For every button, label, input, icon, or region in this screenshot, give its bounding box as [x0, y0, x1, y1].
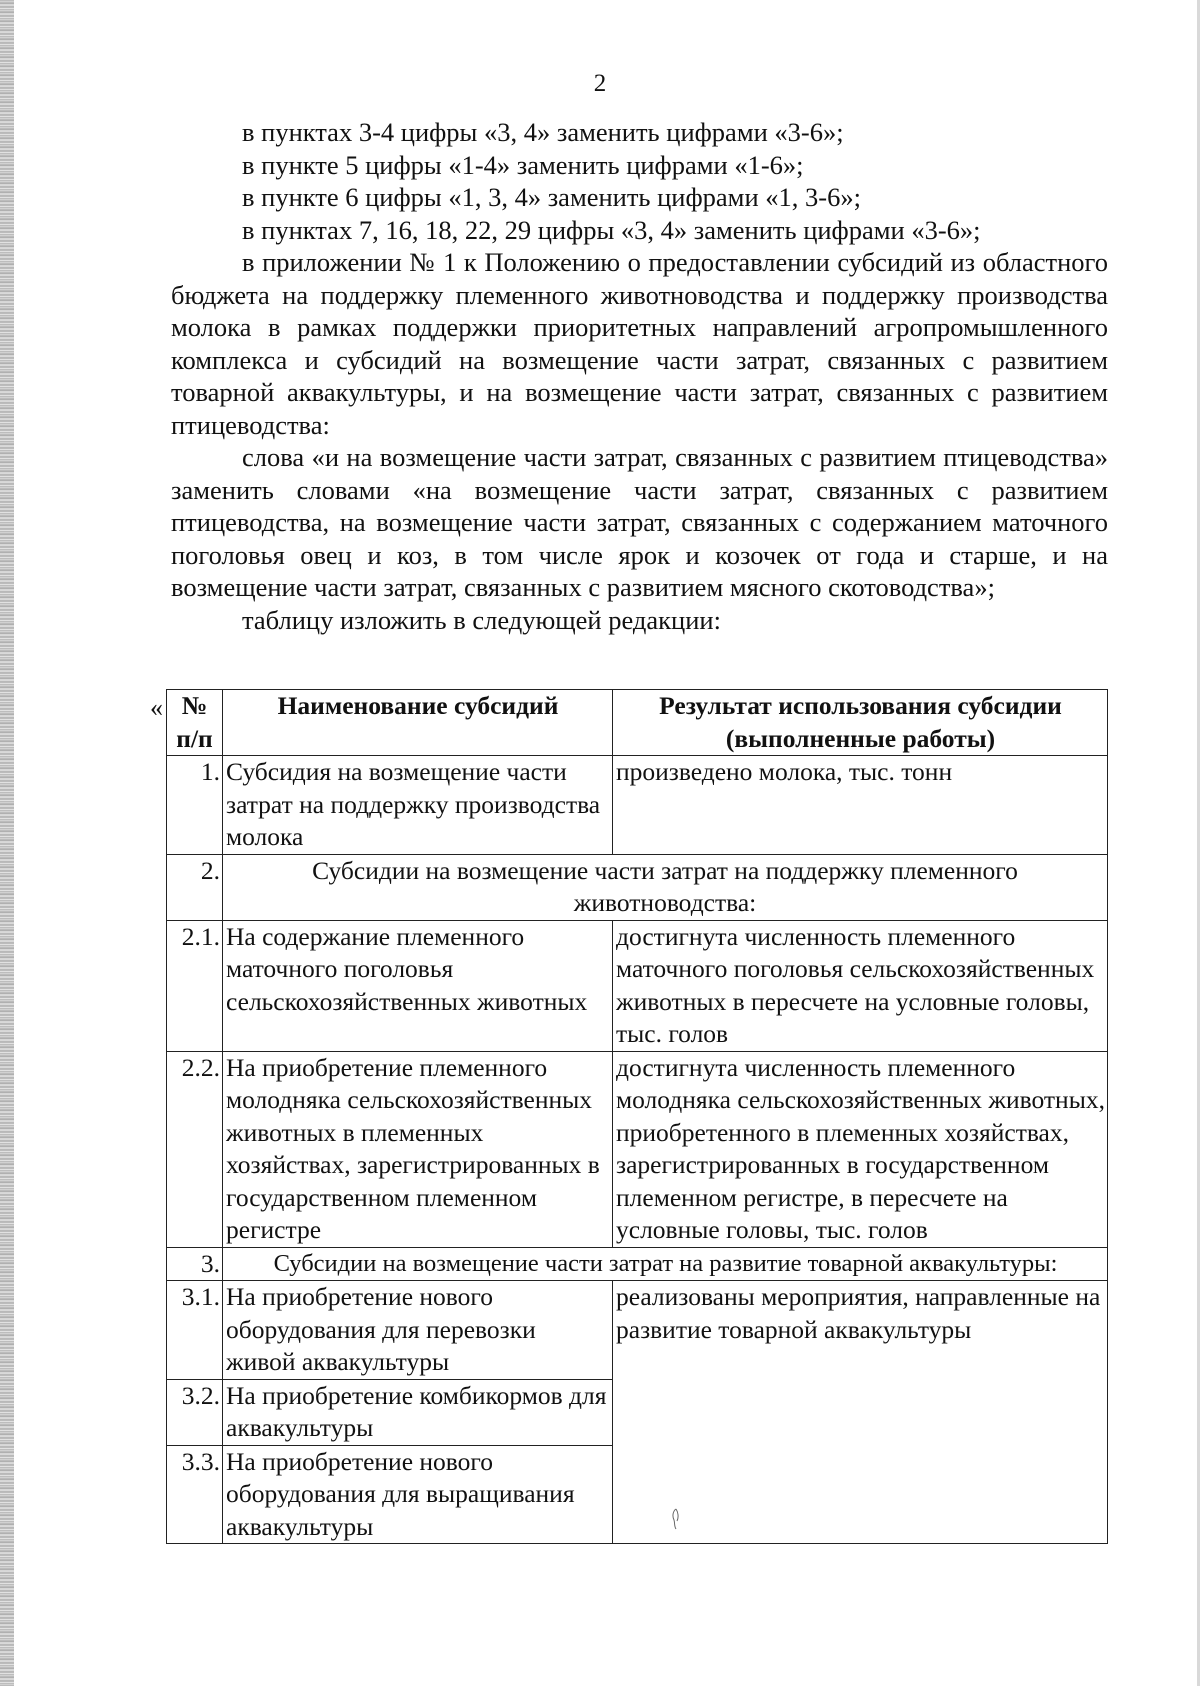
subsidy-result: достигнута численность племенного маточного поголовья сельскохозяйственных животных в пересчете на условные головы, тыс. голов: [613, 920, 1108, 1051]
scan-edge-shadow: [0, 0, 14, 1686]
table-section-row: [167, 854, 1108, 920]
amendment-line: в пункте 6 цифры «1, 3, 4» заменить цифрами «1, 3-6»;: [242, 182, 861, 212]
row-number: 2.: [167, 854, 223, 920]
header-name: Наименование субсидий: [223, 690, 613, 756]
subsidy-result: реализованы мероприятия, направленные на развитие товарной аквакультуры: [613, 1281, 1108, 1544]
scan-artifact-mark: [671, 1508, 681, 1530]
row-number: 3.3.: [167, 1445, 223, 1544]
row-number: 3.2.: [167, 1379, 223, 1445]
subsidy-name: Субсидия на возмещение части затрат на поддержку производства молока: [223, 756, 613, 855]
amendment-line: в пунктах 3-4 цифры «3, 4» заменить цифрами «3-6»;: [242, 117, 844, 147]
section-title: Субсидии на возмещение части затрат на развитие товарной аквакультуры:: [223, 1247, 1108, 1281]
appendix-paragraph: в приложении № 1 к Положению о предоставлении субсидий из областного бюджета на поддержку племенного животноводства и поддержку производства молока в рамках поддержки приоритетных направлений агропромышленного комплекса и субсидий на возмещение части затрат, связанных с развитием товарной аквакультуры, и на возмещение части затрат, связанных с развитием птицеводства:: [171, 247, 1108, 440]
row-number: 3.: [167, 1247, 223, 1281]
subsidy-result: достигнута численность племенного молодняка сельскохозяйственных животных, приобретенного в племенных хозяйствах, зарегистрированных в государственном племенном регистре, в пересчете на условные головы, тыс. голов: [613, 1051, 1108, 1247]
row-number: 2.2.: [167, 1051, 223, 1247]
subsidy-name: На приобретение нового оборудования для перевозки живой аквакультуры: [223, 1281, 613, 1380]
subsidy-name: На содержание племенного маточного поголовья сельскохозяйственных животных: [223, 920, 613, 1051]
row-number: 3.1.: [167, 1281, 223, 1380]
page-number: 2: [593, 70, 607, 97]
words-paragraph: слова «и на возмещение части затрат, связанных с развитием птицеводства» заменить словами «на возмещение части затрат, связанных с развитием птицеводства, на возмещение части затрат, связанных с содержанием маточного поголовья овец и коз, в том числе ярок и козочек от года и старше, и на возмещение части затрат, связанных с развитием мясного скотоводства»;: [171, 442, 1108, 602]
subsidy-name: На приобретение комбикормов для аквакультуры: [223, 1379, 613, 1445]
subsidies-table: [166, 689, 1108, 1544]
table-row: [167, 1281, 1108, 1380]
header-result: Результат использования субсидии (выполненные работы): [613, 690, 1108, 756]
table-row: [167, 920, 1108, 1051]
row-number: 2.1.: [167, 920, 223, 1051]
table-section-row: [167, 1247, 1108, 1281]
section-title: Субсидии на возмещение части затрат на поддержку племенного животноводства:: [223, 854, 1108, 920]
amendment-line: в пунктах 7, 16, 18, 22, 29 цифры «3, 4» заменить цифрами «3-6»;: [242, 214, 981, 245]
table-intro: таблицу изложить в следующей редакции:: [242, 604, 721, 635]
amendment-line: в пункте 5 цифры «1-4» заменить цифрами «1-6»;: [242, 149, 804, 180]
table-row: [167, 756, 1108, 855]
table-row: [167, 1051, 1108, 1247]
subsidy-result: произведено молока, тыс. тонн: [613, 756, 1108, 855]
table-header-row: [167, 690, 1108, 756]
header-num: № п/п: [167, 690, 223, 756]
row-number: 1.: [167, 756, 223, 855]
subsidy-name: На приобретение племенного молодняка сельскохозяйственных животных в племенных хозяйствах, зарегистрированных в государственном племенном регистре: [223, 1051, 613, 1247]
amendment-lines: [171, 116, 1108, 636]
subsidy-name: На приобретение нового оборудования для выращивания аквакультуры: [223, 1445, 613, 1544]
opening-quote-mark: «: [150, 693, 163, 722]
